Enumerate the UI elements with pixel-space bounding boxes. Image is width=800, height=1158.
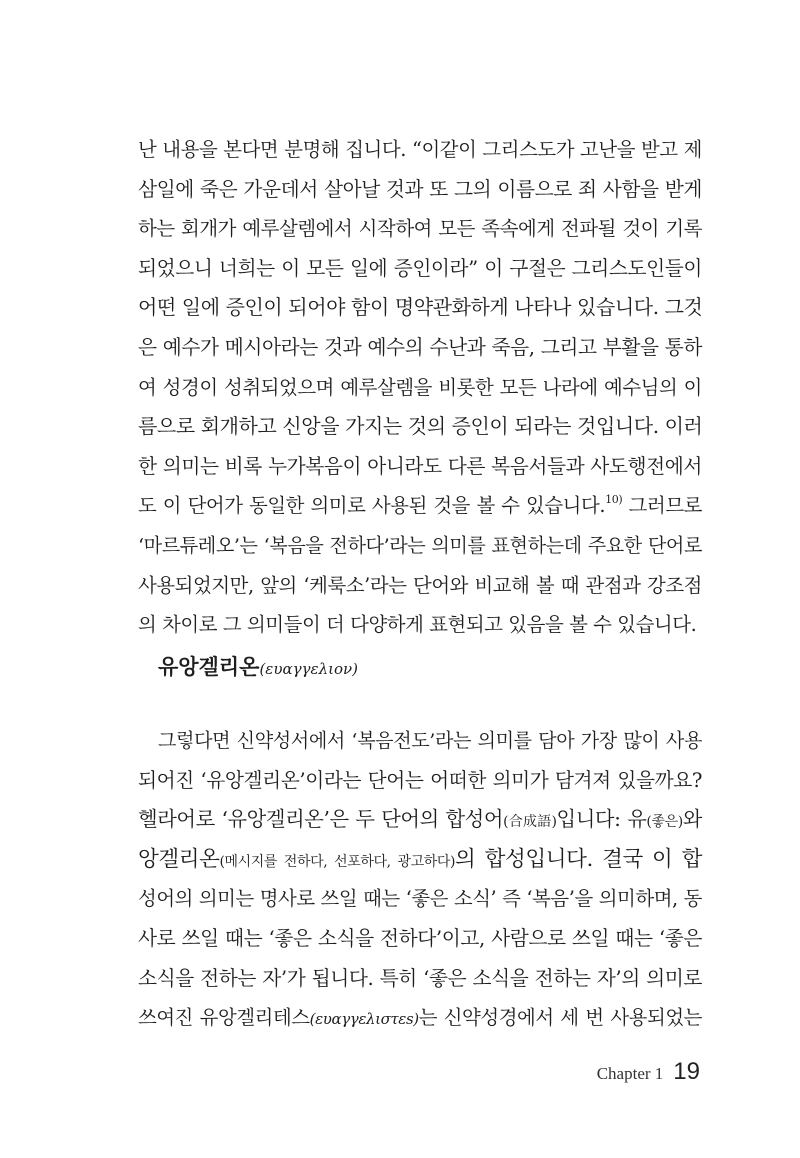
greek-annotation: (ευαγγελιστεs) [309,1010,419,1029]
footnote-reference[interactable]: 10) [605,493,623,507]
text-segment: 도 이 단어가 동일한 의미로 사용된 것을 볼 수 있습니다. [138,494,606,518]
heading-title: 유앙겔리온 [158,655,260,679]
text-line: 난 내용을 본다면 분명해 집니다. “이같이 그리스도가 고난을 받고 제 [138,138,702,161]
text-segment: 는 신약성경에서 세 번 사용되었는 [418,1006,702,1030]
text-line: 한 의미는 비록 누가복음이 아니라도 다른 복음서들과 사도행전에서 [138,454,702,478]
meaning-annotation: (좋은) [646,814,683,831]
text-segment: 입니다: 유 [556,807,647,832]
text-line: 사용되었지만, 앞의 ‘케룩소’라는 단어와 비교해 볼 때 관점과 강조점 [138,573,702,597]
text-line: 은 예수가 메시아라는 것과 예수의 수난과 죽음, 그리고 부활을 통하 [138,335,702,359]
text-segment: 앙겔리온 [138,846,220,872]
text-line: 소식을 전하는 자’가 됩니다. 특히 ‘좋은 소식을 전하는 자’의 의미로 [138,966,702,990]
body-paragraph-2 [138,721,702,1038]
text-line: 되어진 ‘유앙겔리온’이라는 단어는 어떠한 의미가 담겨져 있을까요? [138,768,702,792]
text-segment: 의 합성입니다. 결국 이 합 [455,846,702,872]
text-line: 어떤 일에 증인이 되어야 함이 명약관화하게 나타나 있습니다. 그것 [138,295,703,320]
heading-greek-term: (ευαγγελιον) [259,660,358,678]
text-line: ‘마르튜레오’는 ‘복음을 전하다’라는 의미를 표현하는데 주요한 단어로 [138,533,702,557]
text-line: 삼일에 죽은 가운데서 살아날 것과 또 그의 이름으로 죄 사함을 받게 [138,177,702,201]
chapter-label: Chapter 1 [596,1064,664,1083]
text-segment: 그러므로 [622,494,702,518]
text-line [138,998,702,1038]
page-footer [597,1058,700,1086]
hanja-annotation: (合成語) [503,814,557,831]
text-line: 사로 쓰일 때는 ‘좋은 소식을 전하다’이고, 사람으로 쓰일 때는 ‘좋은 [138,926,702,950]
text-line: 름으로 회개하고 신앙을 가지는 것의 증인이 되라는 것입니다. 이러 [138,414,703,439]
text-line: 되었으니 너희는 이 모든 일에 증인이라” 이 구절은 그리스도인들이 [138,256,702,280]
text-line [138,840,702,880]
body-paragraph-1 [138,130,702,645]
section-heading [158,651,358,681]
text-line: 의 차이로 그 의미들이 더 다양하게 표현되고 있음을 볼 수 있습니다. [138,613,697,637]
text-line: 여 성경이 성취되었으며 예루살렘을 비롯한 모든 나라에 예수님의 이 [138,375,702,399]
text-line: 그렇다면 신약성서에서 ‘복음전도’라는 의미를 담아 가장 많이 사용 [158,729,702,752]
meaning-annotation: (메시지를 전하다, 선포하다, 광고하다) [219,853,456,870]
text-line [138,800,702,840]
text-segment: 쓰여진 유앙겔리테스 [138,1006,310,1030]
text-line: 성어의 의미는 명사로 쓰일 때는 ‘좋은 소식’ 즉 ‘복음’을 의미하며, 동 [138,887,702,911]
page-number: 19 [673,1058,700,1085]
text-segment: 와 [682,807,702,832]
text-line: 하는 회개가 예루살렘에서 시작하여 모든 족속에게 전파될 것이 기록 [138,217,702,241]
text-segment: 헬라어로 ‘유앙겔리온’은 두 단어의 합성어 [138,807,504,832]
text-line-with-footnote [138,486,702,526]
